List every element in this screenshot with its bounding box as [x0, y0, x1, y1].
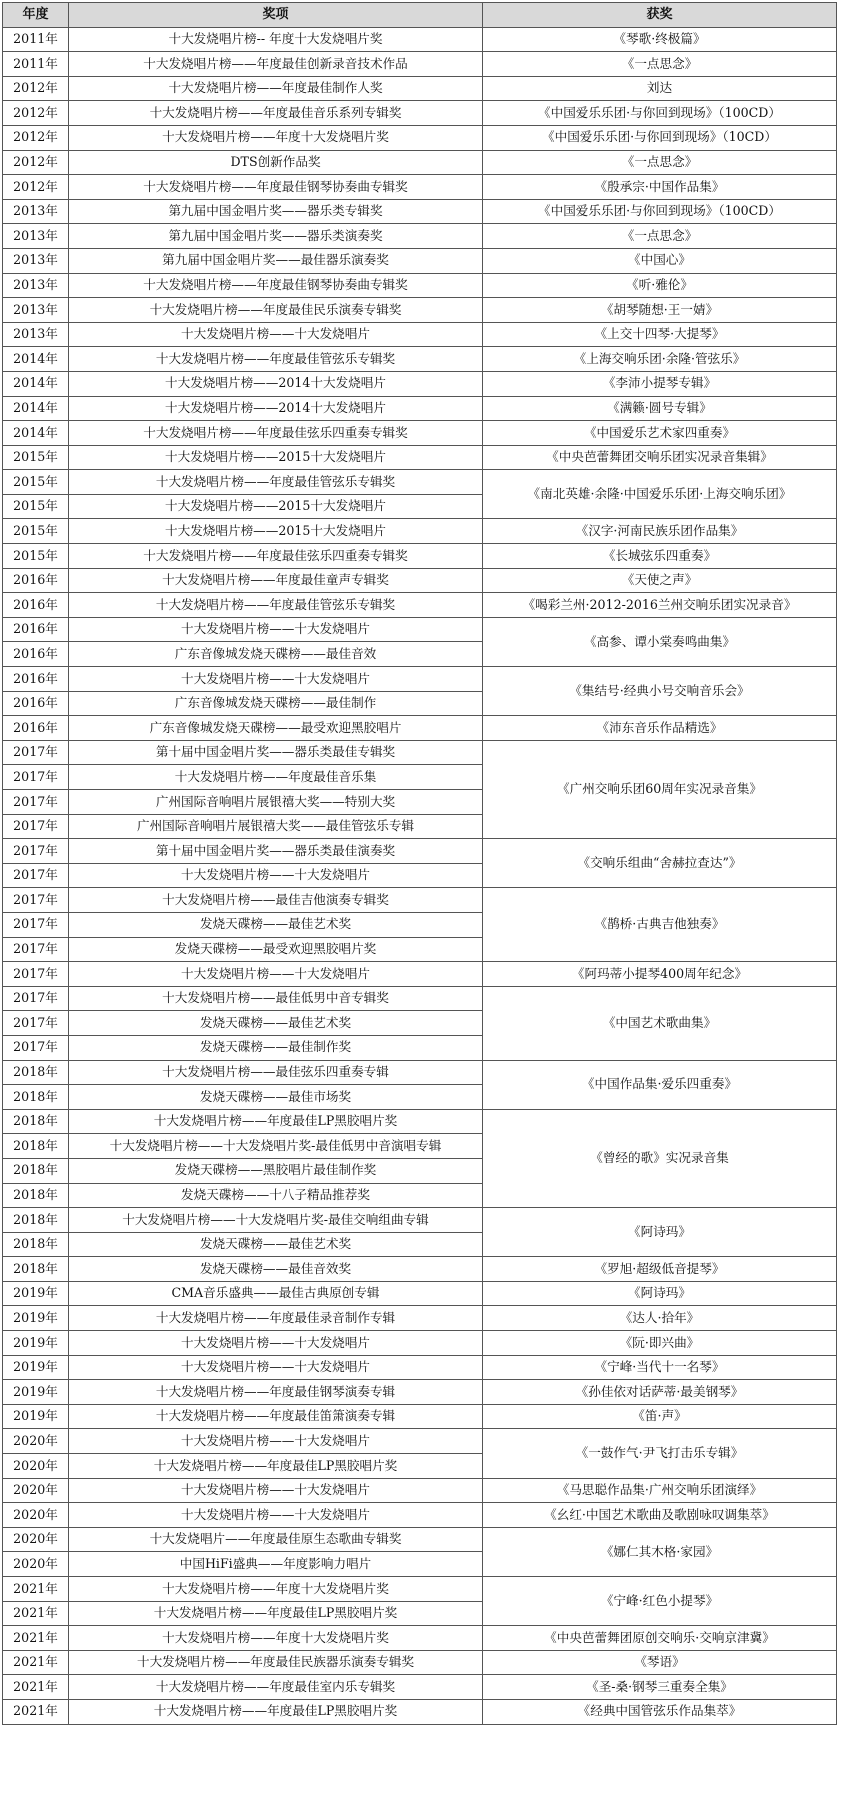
table-row: [3, 1478, 837, 1503]
year-cell: 2020年: [3, 1503, 69, 1528]
award-cell: 十大发烧唱片榜——年度最佳民乐演奏专辑奖: [69, 298, 483, 323]
award-cell: 十大发烧唱片榜——年度最佳LP黑胶唱片奖: [69, 1454, 483, 1479]
year-cell: 2013年: [3, 199, 69, 224]
year-cell: 2019年: [3, 1380, 69, 1405]
year-cell: 2016年: [3, 691, 69, 716]
award-cell: 十大发烧唱片榜——年度最佳创新录音技术作品: [69, 52, 483, 77]
award-cell: 十大发烧唱片榜——十大发烧唱片: [69, 1429, 483, 1454]
year-cell: 2016年: [3, 642, 69, 667]
award-cell: 广东音像城发烧天碟榜——最佳音效: [69, 642, 483, 667]
awards-table: [2, 2, 837, 1725]
winner-cell: 《中国爱乐乐团·与你回到现场》（100CD）: [483, 199, 837, 224]
winner-cell: 《宁峰·当代十一名琴》: [483, 1355, 837, 1380]
winner-cell: 《罗旭·超级低音提琴》: [483, 1257, 837, 1282]
winner-cell: 《经典中国管弦乐作品集萃》: [483, 1699, 837, 1724]
year-cell: 2013年: [3, 273, 69, 298]
table-row: [3, 667, 837, 692]
winner-cell: 《长城弦乐四重奏》: [483, 544, 837, 569]
year-cell: 2018年: [3, 1158, 69, 1183]
winner-cell: 《高参、谭小棠奏鸣曲集》: [483, 617, 837, 666]
award-column-header: 奖项: [69, 3, 483, 28]
year-cell: 2014年: [3, 371, 69, 396]
award-cell: 第九届中国金唱片奖——器乐类专辑奖: [69, 199, 483, 224]
winner-cell: 《广州交响乐团60周年实况录音集》: [483, 740, 837, 838]
year-cell: 2018年: [3, 1060, 69, 1085]
table-row: [3, 1650, 837, 1675]
year-cell: 2017年: [3, 863, 69, 888]
winner-cell: 《孙佳依对话萨蒂·最美钢琴》: [483, 1380, 837, 1405]
table-row: [3, 125, 837, 150]
winner-cell: 《上交十四琴·大提琴》: [483, 322, 837, 347]
year-cell: 2014年: [3, 347, 69, 372]
table-row: [3, 617, 837, 642]
winner-cell: 《曾经的歌》实况录音集: [483, 1109, 837, 1207]
year-cell: 2015年: [3, 519, 69, 544]
table-row: [3, 445, 837, 470]
winner-cell: 《集结号·经典小号交响音乐会》: [483, 667, 837, 716]
year-cell: 2018年: [3, 1134, 69, 1159]
table-row: [3, 519, 837, 544]
award-cell: 十大发烧唱片榜——年度十大发烧唱片奖: [69, 1626, 483, 1651]
year-cell: 2017年: [3, 765, 69, 790]
table-row: [3, 1306, 837, 1331]
table-row: [3, 470, 837, 495]
year-cell: 2021年: [3, 1650, 69, 1675]
year-cell: 2017年: [3, 888, 69, 913]
table-row: [3, 962, 837, 987]
award-cell: 十大发烧唱片榜-- 年度十大发烧唱片奖: [69, 27, 483, 52]
winner-cell: 《达人·拾年》: [483, 1306, 837, 1331]
table-row: [3, 347, 837, 372]
winner-cell: 《胡琴随想·王一婧》: [483, 298, 837, 323]
winner-cell: 《李沛小提琴专辑》: [483, 371, 837, 396]
award-cell: 十大发烧唱片榜——年度十大发烧唱片奖: [69, 125, 483, 150]
winner-cell: 《一点思念》: [483, 224, 837, 249]
year-cell: 2017年: [3, 912, 69, 937]
winner-cell: 《鹊桥·古典吉他独奏》: [483, 888, 837, 962]
award-cell: 十大发烧唱片榜——2015十大发烧唱片: [69, 519, 483, 544]
award-cell: 发烧天碟榜——最佳艺术奖: [69, 1011, 483, 1036]
winner-cell: 《琴歌·终极篇》: [483, 27, 837, 52]
winner-cell: 《阿诗玛》: [483, 1208, 837, 1257]
table-row: [3, 1429, 837, 1454]
awards-table-body: [3, 27, 837, 1724]
winner-cell: 《汉字·河南民族乐团作品集》: [483, 519, 837, 544]
year-cell: 2013年: [3, 224, 69, 249]
award-cell: 发烧天碟榜——十八子精品推荐奖: [69, 1183, 483, 1208]
winner-cell: 《殷承宗·中国作品集》: [483, 175, 837, 200]
table-row: [3, 224, 837, 249]
table-row: [3, 1527, 837, 1552]
year-cell: 2021年: [3, 1577, 69, 1602]
award-cell: 十大发烧唱片榜——年度最佳音乐系列专辑奖: [69, 101, 483, 126]
award-cell: CMA音乐盛典——最佳古典原创专辑: [69, 1281, 483, 1306]
award-cell: 广州国际音响唱片展银禧大奖——特别大奖: [69, 790, 483, 815]
award-cell: 广东音像城发烧天碟榜——最受欢迎黑胶唱片: [69, 716, 483, 741]
award-cell: 中国HiFi盛典——年度影响力唱片: [69, 1552, 483, 1577]
award-cell: 十大发烧唱片榜——十大发烧唱片: [69, 1478, 483, 1503]
year-cell: 2018年: [3, 1109, 69, 1134]
award-cell: 十大发烧唱片榜——年度最佳弦乐四重奏专辑奖: [69, 421, 483, 446]
award-cell: 十大发烧唱片榜——年度最佳管弦乐专辑奖: [69, 593, 483, 618]
award-cell: 十大发烧唱片——年度最佳原生态歌曲专辑奖: [69, 1527, 483, 1552]
award-cell: 十大发烧唱片榜——年度最佳室内乐专辑奖: [69, 1675, 483, 1700]
award-cell: 十大发烧唱片榜——十大发烧唱片奖-最佳交响组曲专辑: [69, 1208, 483, 1233]
table-row: [3, 839, 837, 864]
winner-cell: 《阿玛蒂小提琴400周年纪念》: [483, 962, 837, 987]
year-cell: 2014年: [3, 421, 69, 446]
award-cell: 十大发烧唱片榜——年度最佳LP黑胶唱片奖: [69, 1601, 483, 1626]
award-cell: 十大发烧唱片榜——十大发烧唱片: [69, 1355, 483, 1380]
header-row: [3, 3, 837, 28]
award-cell: 第十届中国金唱片奖——器乐类最佳专辑奖: [69, 740, 483, 765]
winner-cell: 《沛东音乐作品精选》: [483, 716, 837, 741]
award-cell: 十大发烧唱片榜——2015十大发烧唱片: [69, 494, 483, 519]
award-cell: 发烧天碟榜——黑胶唱片最佳制作奖: [69, 1158, 483, 1183]
table-row: [3, 1675, 837, 1700]
year-cell: 2016年: [3, 667, 69, 692]
winner-cell: 《中国爱乐乐团·与你回到现场》（10CD）: [483, 125, 837, 150]
winner-cell: 《阮·即兴曲》: [483, 1331, 837, 1356]
year-cell: 2017年: [3, 937, 69, 962]
year-cell: 2011年: [3, 27, 69, 52]
year-cell: 2012年: [3, 175, 69, 200]
table-row: [3, 1109, 837, 1134]
year-cell: 2015年: [3, 544, 69, 569]
year-cell: 2012年: [3, 125, 69, 150]
year-cell: 2019年: [3, 1331, 69, 1356]
award-cell: 十大发烧唱片榜——年度最佳LP黑胶唱片奖: [69, 1699, 483, 1724]
table-row: [3, 1380, 837, 1405]
winner-cell: 《满籁·圆号专辑》: [483, 396, 837, 421]
year-cell: 2017年: [3, 839, 69, 864]
winner-cell: 《中国作品集·爱乐四重奏》: [483, 1060, 837, 1109]
award-cell: 第九届中国金唱片奖——器乐类演奏奖: [69, 224, 483, 249]
award-cell: 十大发烧唱片榜——十大发烧唱片: [69, 322, 483, 347]
award-cell: 发烧天碟榜——最佳艺术奖: [69, 912, 483, 937]
award-cell: 十大发烧唱片榜——年度最佳民族器乐演奏专辑奖: [69, 1650, 483, 1675]
year-cell: 2019年: [3, 1355, 69, 1380]
table-row: [3, 544, 837, 569]
winner-cell: 《圣-桑·钢琴三重奏全集》: [483, 1675, 837, 1700]
award-cell: 十大发烧唱片榜——年度最佳录音制作专辑: [69, 1306, 483, 1331]
year-cell: 2021年: [3, 1675, 69, 1700]
winner-cell: 《喝彩兰州·2012-2016兰州交响乐团实况录音》: [483, 593, 837, 618]
year-cell: 2020年: [3, 1478, 69, 1503]
year-cell: 2016年: [3, 568, 69, 593]
table-row: [3, 1626, 837, 1651]
award-cell: 第九届中国金唱片奖——最佳器乐演奏奖: [69, 248, 483, 273]
table-row: [3, 1577, 837, 1602]
award-cell: 十大发烧唱片榜——年度最佳管弦乐专辑奖: [69, 347, 483, 372]
table-row: [3, 1208, 837, 1233]
winner-cell: 《笛·声》: [483, 1404, 837, 1429]
year-cell: 2018年: [3, 1208, 69, 1233]
winner-cell: 《宁峰·红色小提琴》: [483, 1577, 837, 1626]
table-row: [3, 986, 837, 1011]
award-cell: 十大发烧唱片榜——最佳低男中音专辑奖: [69, 986, 483, 1011]
year-column-header: 年度: [3, 3, 69, 28]
winner-cell: 《天使之声》: [483, 568, 837, 593]
award-cell: 发烧天碟榜——最佳音效奖: [69, 1257, 483, 1282]
table-row: [3, 1503, 837, 1528]
winner-cell: 《中央芭蕾舞团交响乐团实况录音集辑》: [483, 445, 837, 470]
year-cell: 2014年: [3, 396, 69, 421]
year-cell: 2012年: [3, 150, 69, 175]
winner-cell: 《一点思念》: [483, 150, 837, 175]
table-row: [3, 1281, 837, 1306]
winner-column-header: 获奖: [483, 3, 837, 28]
table-row: [3, 1355, 837, 1380]
award-cell: 十大发烧唱片榜——最佳吉他演奏专辑奖: [69, 888, 483, 913]
table-row: [3, 593, 837, 618]
table-row: [3, 1404, 837, 1429]
award-cell: 十大发烧唱片榜——十大发烧唱片: [69, 1503, 483, 1528]
table-row: [3, 298, 837, 323]
table-row: [3, 52, 837, 77]
award-cell: 十大发烧唱片榜——年度最佳制作人奖: [69, 76, 483, 101]
year-cell: 2013年: [3, 298, 69, 323]
award-cell: 十大发烧唱片榜——年度最佳钢琴协奏曲专辑奖: [69, 175, 483, 200]
year-cell: 2020年: [3, 1527, 69, 1552]
winner-cell: 《上海交响乐团·余隆·管弦乐》: [483, 347, 837, 372]
year-cell: 2021年: [3, 1699, 69, 1724]
table-row: [3, 371, 837, 396]
award-cell: 十大发烧唱片榜——年度最佳管弦乐专辑奖: [69, 470, 483, 495]
award-cell: 十大发烧唱片榜——十大发烧唱片: [69, 667, 483, 692]
year-cell: 2017年: [3, 986, 69, 1011]
award-cell: 十大发烧唱片榜——年度最佳音乐集: [69, 765, 483, 790]
award-cell: 十大发烧唱片榜——年度十大发烧唱片奖: [69, 1577, 483, 1602]
table-row: [3, 76, 837, 101]
year-cell: 2013年: [3, 322, 69, 347]
table-row: [3, 1331, 837, 1356]
year-cell: 2020年: [3, 1429, 69, 1454]
table-row: [3, 248, 837, 273]
year-cell: 2019年: [3, 1281, 69, 1306]
year-cell: 2013年: [3, 248, 69, 273]
award-cell: 十大发烧唱片榜——最佳弦乐四重奏专辑: [69, 1060, 483, 1085]
table-row: [3, 322, 837, 347]
winner-cell: 《听·雅伦》: [483, 273, 837, 298]
winner-cell: 《中央芭蕾舞团原创交响乐·交响京津冀》: [483, 1626, 837, 1651]
winner-cell: 《一点思念》: [483, 52, 837, 77]
award-cell: 十大发烧唱片榜——年度最佳钢琴演奏专辑: [69, 1380, 483, 1405]
year-cell: 2018年: [3, 1085, 69, 1110]
year-cell: 2019年: [3, 1306, 69, 1331]
winner-cell: 《中国爱乐乐团·与你回到现场》（100CD）: [483, 101, 837, 126]
year-cell: 2016年: [3, 617, 69, 642]
year-cell: 2017年: [3, 962, 69, 987]
award-cell: 广东音像城发烧天碟榜——最佳制作: [69, 691, 483, 716]
award-cell: 第十届中国金唱片奖——器乐类最佳演奏奖: [69, 839, 483, 864]
winner-cell: 《交响乐组曲“舍赫拉查达”》: [483, 839, 837, 888]
winner-cell: 《幺红·中国艺术歌曲及歌剧咏叹调集萃》: [483, 1503, 837, 1528]
year-cell: 2020年: [3, 1454, 69, 1479]
year-cell: 2017年: [3, 1011, 69, 1036]
award-cell: 十大发烧唱片榜——十大发烧唱片: [69, 1331, 483, 1356]
year-cell: 2017年: [3, 790, 69, 815]
award-cell: 发烧天碟榜——最佳制作奖: [69, 1035, 483, 1060]
year-cell: 2017年: [3, 740, 69, 765]
award-cell: 十大发烧唱片榜——年度最佳童声专辑奖: [69, 568, 483, 593]
year-cell: 2019年: [3, 1404, 69, 1429]
year-cell: 2020年: [3, 1552, 69, 1577]
table-row: [3, 27, 837, 52]
table-row: [3, 740, 837, 765]
award-cell: 十大发烧唱片榜——2014十大发烧唱片: [69, 371, 483, 396]
award-cell: 十大发烧唱片榜——年度最佳LP黑胶唱片奖: [69, 1109, 483, 1134]
award-cell: 广州国际音响唱片展银禧大奖——最佳管弦乐专辑: [69, 814, 483, 839]
table-row: [3, 1060, 837, 1085]
award-cell: 发烧天碟榜——最佳市场奖: [69, 1085, 483, 1110]
year-cell: 2018年: [3, 1232, 69, 1257]
table-row: [3, 396, 837, 421]
table-row: [3, 421, 837, 446]
year-cell: 2017年: [3, 814, 69, 839]
table-row: [3, 716, 837, 741]
table-row: [3, 101, 837, 126]
year-cell: 2015年: [3, 445, 69, 470]
winner-cell: 刘达: [483, 76, 837, 101]
year-cell: 2017年: [3, 1035, 69, 1060]
award-cell: 十大发烧唱片榜——年度最佳笛箫演奏专辑: [69, 1404, 483, 1429]
award-cell: 十大发烧唱片榜——2014十大发烧唱片: [69, 396, 483, 421]
year-cell: 2015年: [3, 494, 69, 519]
year-cell: 2021年: [3, 1626, 69, 1651]
winner-cell: 《娜仁其木格·家园》: [483, 1527, 837, 1576]
winner-cell: 《中国艺术歌曲集》: [483, 986, 837, 1060]
year-cell: 2011年: [3, 52, 69, 77]
table-row: [3, 568, 837, 593]
award-cell: 十大发烧唱片榜——2015十大发烧唱片: [69, 445, 483, 470]
table-row: [3, 888, 837, 913]
year-cell: 2012年: [3, 76, 69, 101]
table-row: [3, 175, 837, 200]
winner-cell: 《中国爱乐艺术家四重奏》: [483, 421, 837, 446]
year-cell: 2016年: [3, 716, 69, 741]
winner-cell: 《南北英雄·余隆·中国爱乐乐团·上海交响乐团》: [483, 470, 837, 519]
winner-cell: 《一鼓作气·尹飞打击乐专辑》: [483, 1429, 837, 1478]
table-row: [3, 273, 837, 298]
award-cell: 十大发烧唱片榜——年度最佳弦乐四重奏专辑奖: [69, 544, 483, 569]
winner-cell: 《阿诗玛》: [483, 1281, 837, 1306]
award-cell: 发烧天碟榜——最佳艺术奖: [69, 1232, 483, 1257]
award-cell: 发烧天碟榜——最受欢迎黑胶唱片奖: [69, 937, 483, 962]
award-cell: 十大发烧唱片榜——十大发烧唱片: [69, 863, 483, 888]
award-cell: 十大发烧唱片榜——十大发烧唱片: [69, 617, 483, 642]
table-row: [3, 199, 837, 224]
table-row: [3, 1257, 837, 1282]
award-cell: 十大发烧唱片榜——十大发烧唱片奖-最佳低男中音演唱专辑: [69, 1134, 483, 1159]
winner-cell: 《琴语》: [483, 1650, 837, 1675]
award-cell: 十大发烧唱片榜——年度最佳钢琴协奏曲专辑奖: [69, 273, 483, 298]
award-cell: DTS创新作品奖: [69, 150, 483, 175]
award-cell: 十大发烧唱片榜——十大发烧唱片: [69, 962, 483, 987]
year-cell: 2012年: [3, 101, 69, 126]
year-cell: 2018年: [3, 1183, 69, 1208]
table-row: [3, 1699, 837, 1724]
table-row: [3, 150, 837, 175]
year-cell: 2018年: [3, 1257, 69, 1282]
winner-cell: 《中国心》: [483, 248, 837, 273]
year-cell: 2021年: [3, 1601, 69, 1626]
year-cell: 2015年: [3, 470, 69, 495]
winner-cell: 《马思聪作品集·广州交响乐团演绎》: [483, 1478, 837, 1503]
year-cell: 2016年: [3, 593, 69, 618]
